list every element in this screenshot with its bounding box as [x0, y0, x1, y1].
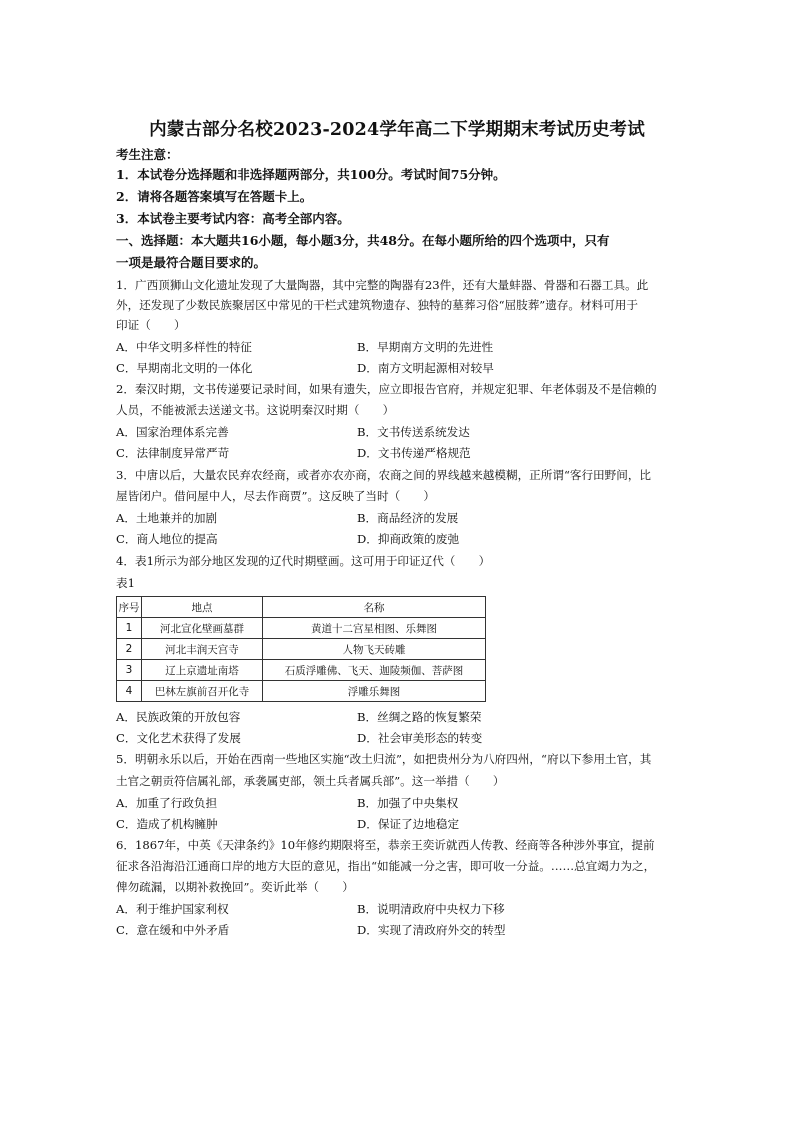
table-cell: 河北宣化壁画墓群 — [142, 618, 263, 639]
question-1-text: 1．广西顶狮山文化遗址发现了大量陶器，其中完整的陶器有23件，还有大量蚌器、骨器和石器工具。此 — [116, 278, 649, 292]
table-cell: 巴林左旗前召开化寺 — [142, 681, 263, 702]
question-4-option-b: B．丝绸之路的恢复繁荣 — [357, 710, 482, 724]
question-3-text: 屋皆闭户。借问屋中人，尽去作商贾”。这反映了当时（ ） — [116, 489, 435, 503]
question-6-option-a: A．利于维护国家利权 — [116, 902, 229, 916]
question-1-option-d: D．南方文明起源相对较早 — [357, 361, 494, 375]
question-3-option-b: B．商品经济的发展 — [357, 511, 459, 525]
question-1-option-b: B．早期南方文明的先进性 — [357, 340, 494, 354]
question-2-option-c: C．法律制度异常严苛 — [116, 446, 230, 460]
question-3-option-c: C．商人地位的提高 — [116, 532, 218, 546]
table-row — [117, 681, 486, 702]
question-2-option-b: B．文书传送系统发达 — [357, 425, 470, 439]
question-6-text: 征求各沿海沿江通商口岸的地方大臣的意见，指出“如能减一分之害，即可收一分益。……总宜竭力为之， — [116, 859, 656, 873]
question-6-option-c: C．意在缓和中外矛盾 — [116, 923, 230, 937]
table-caption: 表1 — [116, 576, 135, 590]
table-row — [117, 618, 486, 639]
question-5-option-a: A．加重了行政负担 — [116, 796, 218, 810]
question-1-option-c: C．早期南北文明的一体化 — [116, 361, 253, 375]
question-4-option-d: D．社会审美形态的转变 — [357, 731, 483, 745]
section-heading: 一、选择题：本大题共16小题，每小题3分，共48分。在每小题所给的四个选项中，只有 — [116, 233, 610, 248]
question-1-option-a: A．中华文明多样性的特征 — [116, 340, 252, 354]
table-cell: 辽上京遗址南塔 — [142, 660, 263, 681]
table-header-cell: 序号 — [117, 597, 142, 618]
table-row — [117, 639, 486, 660]
table-cell: 河北丰润天宫寺 — [142, 639, 263, 660]
table-cell: 人物飞天砖雕 — [263, 639, 486, 660]
table-header-cell: 地点 — [142, 597, 263, 618]
question-5-text: 5．明朝永乐以后，开始在西南一些地区实施“改土归流”，如把贵州分为八府四州，“府以下参用土官，其 — [116, 752, 652, 766]
section-heading-cont: 一项是最符合题目要求的。 — [116, 255, 267, 270]
notice-item: 3．本试卷主要考试内容：高考全部内容。 — [116, 211, 350, 226]
table-row — [117, 660, 486, 681]
question-1-text: 印证（ ） — [116, 318, 186, 332]
notice-heading: 考生注意： — [116, 147, 179, 162]
table-cell: 浮雕乐舞图 — [263, 681, 486, 702]
notice-item: 1．本试卷分选择题和非选择题两部分，共100分。考试时间75分钟。 — [116, 167, 506, 182]
table-1 — [116, 596, 486, 702]
table-cell: 黄道十二宫星相图、乐舞图 — [263, 618, 486, 639]
table-cell: 4 — [117, 681, 142, 702]
table-cell: 2 — [117, 639, 142, 660]
table-cell: 1 — [117, 618, 142, 639]
question-3-option-a: A．土地兼并的加剧 — [116, 511, 218, 525]
question-4-option-c: C．文化艺术获得了发展 — [116, 731, 241, 745]
question-2-option-d: D．文书传递严格规范 — [357, 446, 471, 460]
question-5-text: 土官之朝贡符信属礼部，承袭属吏部，领土兵者属兵部”。这一举措（ ） — [116, 774, 505, 788]
question-4-option-a: A．民族政策的开放包容 — [116, 710, 241, 724]
question-3-text: 3．中唐以后，大量农民弃农经商，或者亦农亦商，农商之间的界线越来越模糊，正所谓“客行田野间，比 — [116, 468, 652, 482]
question-5-option-b: B．加强了中央集权 — [357, 796, 459, 810]
question-2-text: 人员，不能被派去送递文书。这说明秦汉时期（ ） — [116, 403, 395, 417]
question-2-text: 2．秦汉时期，文书传递要记录时间，如果有遗失，应立即报告官府，并规定犯罪、年老体弱及不是信赖的 — [116, 382, 657, 396]
notice-item: 2．请将各题答案填写在答题卡上。 — [116, 189, 313, 204]
question-6-text: 俾勿疏漏，以期补救挽回”。奕䜣此举（ ） — [116, 880, 354, 894]
table-header-cell: 名称 — [263, 597, 486, 618]
question-5-option-d: D．保证了边地稳定 — [357, 817, 460, 831]
question-6-text: 6．1867年，中英《天津条约》10年修约期限将至，恭亲王奕䜣就西人传教、经商等各种涉外事宜，提前 — [116, 838, 655, 852]
exam-title: 内蒙古部分名校2023-2024学年高二下学期期末考试历史考试 — [149, 120, 645, 140]
table-cell: 石质浮雕佛、飞天、迦陵频伽、菩萨图 — [263, 660, 486, 681]
question-5-option-c: C．造成了机构臃肿 — [116, 817, 218, 831]
question-4-text: 4．表1所示为部分地区发现的辽代时期壁画。这可用于印证辽代（ ） — [116, 554, 491, 568]
question-6-option-d: D．实现了清政府外交的转型 — [357, 923, 506, 937]
question-2-option-a: A．国家治理体系完善 — [116, 425, 229, 439]
question-6-option-b: B．说明清政府中央权力下移 — [357, 902, 505, 916]
table-cell: 3 — [117, 660, 142, 681]
table-header-row — [117, 597, 486, 618]
question-1-text: 外，还发现了少数民族聚居区中常见的干栏式建筑物遗存、独特的墓葬习俗“屈肢葬”遗存。材料可用于 — [116, 298, 638, 312]
question-3-option-d: D．抑商政策的废弛 — [357, 532, 460, 546]
